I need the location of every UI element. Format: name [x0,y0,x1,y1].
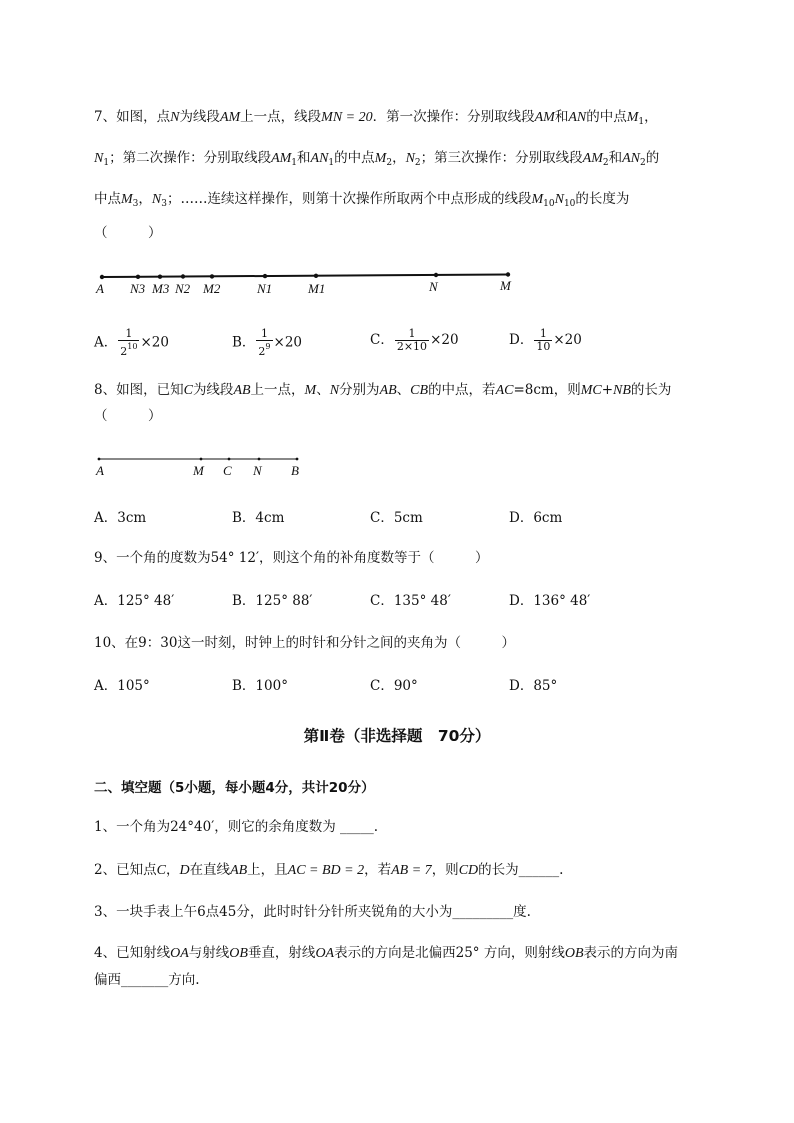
q7-option-b: B． $\frac{1}{2^9}$ ×20 [232,327,303,358]
q7-label-M1: M1 [308,281,326,296]
q8-label-M: M [193,463,204,478]
q10-option-b: B．100° [232,678,288,694]
q9-option-a: A．125° 48′ [94,593,175,609]
q10-text: 10、在9：30这一时刻，时钟上的时针和分针之间的夹角为（ ） [94,635,515,651]
q7-line-3: 中点$M_3$，$N_3$；……连续这样操作，则第十次操作所取两个中点形成的线段$M_{10}N_{10}$的长度为 [94,191,630,209]
fill-q1: 1、一个角为24°40′，则它的余角度数为 _____. [94,819,379,835]
q7-segment [102,275,508,278]
q7-figure [90,266,530,298]
q7-label-N1: N1 [257,281,273,296]
q7-option-a: A． $\frac{1}{2^{10}}$ ×20 [94,327,169,358]
fill-q4-line-2: 偏西_______方向. [94,972,200,988]
q7-option-d: D． $\frac{1}{10}$ ×20 [509,327,582,353]
fill-q2: 2、已知点C，D在直线AB上，且AC = BD = 2，若AB = 7，则CD的长为______. [94,862,564,878]
q7-paren: （ ） [94,225,162,241]
q8-label-B: B [291,463,299,478]
q7-option-c: C． $\frac{1}{2\times 10}$ ×20 [370,327,459,353]
q7-label-A: A [96,281,104,296]
q7-label-N3: N3 [130,281,146,296]
q7-label-N2: N2 [175,281,191,296]
q9-option-b: B．125° 88′ [232,593,313,609]
q10-option-d: D．85° [509,678,558,694]
q10-option-c: C．90° [370,678,418,694]
q7-label-M: M [500,278,511,293]
q7-line-1: 7、如图，点N为线段AM上一点，线段MN = 20．第一次操作：分别取线段AM和AN的中点$M_1$， [94,109,658,127]
section2-title: 二、填空题（5小题，每小题4分，共计20分） [94,780,375,796]
q7-label-M3: M3 [152,281,170,296]
q8-figure [92,452,312,480]
q8-option-d: D．6cm [509,510,563,526]
fill-q4-line-1: 4、已知射线OA与射线OB垂直，射线OA表示的方向是北偏西25° 方向，则射线OB表示的方向为南 [94,945,679,961]
q8-option-a: A．3cm [94,510,147,526]
q8-label-C: C [223,463,232,478]
q9-option-d: D．136° 48′ [509,593,591,609]
q9-text: 9、一个角的度数为54° 12′，则这个角的补角度数等于（ ） [94,550,489,566]
q10-option-a: A．105° [94,678,150,694]
q8-option-b: B．4cm [232,510,285,526]
q8-label-A: A [96,463,104,478]
q8-paren: （ ） [94,408,162,424]
q7-line-2: $N_1$；第二次操作：分别取线段$AM_1$和$AN_1$的中点$M_2$，$N_2$；第三次操作：分别取线段$AM_2$和$AN_2$的 [94,150,660,168]
part2-title: 第Ⅱ卷（非选择题 70分） [303,727,491,745]
fill-q3: 3、一块手表上午6点45分，此时时针分针所夹锐角的大小为_________度. [94,904,531,920]
q8-option-c: C．5cm [370,510,423,526]
q7-label-M2: M2 [203,281,221,296]
q7-label-N: N [429,279,438,294]
q9-option-c: C．135° 48′ [370,593,451,609]
q8-label-N: N [253,463,262,478]
q8-line-1: 8、如图，已知C为线段AB上一点，M、N分别为AB、CB的中点，若AC=8cm，则MC+NB的长为 [94,382,672,398]
